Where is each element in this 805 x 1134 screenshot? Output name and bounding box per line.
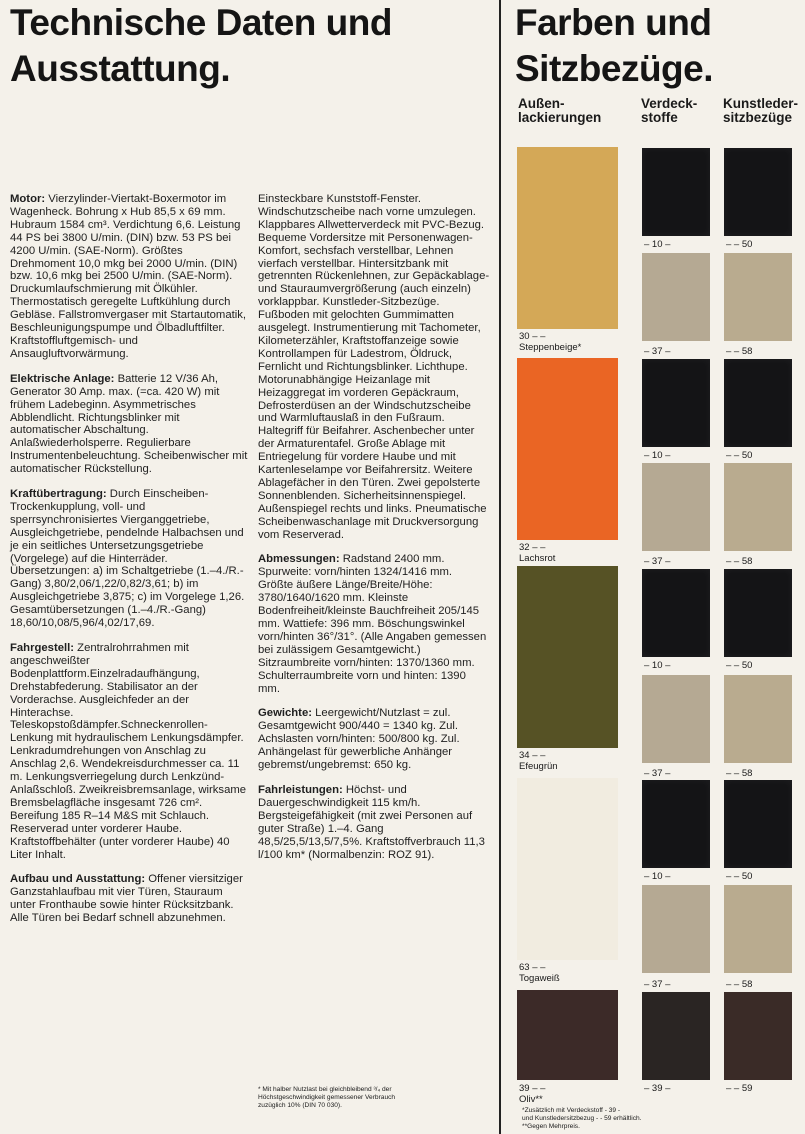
top-fabric-swatch <box>642 885 710 973</box>
top-fabric-swatch <box>642 463 710 551</box>
seat-cover-swatch <box>724 992 792 1080</box>
seat-cover-code: – – 58 <box>726 979 753 990</box>
paint-label: 30 – – Steppenbeige* <box>519 331 582 353</box>
paint-swatch <box>517 778 618 960</box>
top-fabric-code: – 37 – <box>644 556 671 567</box>
paint-swatch <box>517 358 618 540</box>
spec-transmission: Kraftübertragung: Durch Einscheiben-Trockenkupplung, voll- und sperrsynchronisiertes Vierganggetriebe, Ausgleichgetriebe, pendelnde Halbachsen und je ein seitliches Untersetzungsgetriebe (Vorgelege) auf die Hinterräder. Übersetzungen: a) im Schaltgetriebe (1.–4./R.-Gang) 3,80/2,06/1,22/0,82/3,61; b) im Ausgleichgetriebe 3,875; c) im Vorgelege 1,26. Gesamtübersetzungen (1.–4./R.-Gang) 18,60/10,08/5,96/4,02/17,69. <box>10 488 245 630</box>
spec-performance: Fahrleistungen: Höchst- und Dauergeschwindigkeit 115 km/h. Bergsteigefähigkeit (mit zwei Personen auf guter Straße) 1.–4. Gang 48,5/25,5/13,5/7,5%. Kraftstoffverbrauch 11,3 l/100 km* (Normalbenzin: ROZ 91). <box>258 783 485 861</box>
seat-cover-swatch <box>724 885 792 973</box>
seat-cover-swatch <box>724 148 792 236</box>
seat-cover-code: – – 50 <box>726 660 753 671</box>
seat-cover-code: – – 58 <box>726 346 753 357</box>
paint-swatch <box>517 566 618 748</box>
spec-electric: Elektrische Anlage: Batterie 12 V/36 Ah, Generator 30 Amp. max. (=ca. 420 W) mit frühem Ladebeginn. Asymmetrisches Abblendlicht. Richtungsblinker mit automatischer Abschaltung. Anlaßwiederholsperre. Regulierbare Instrumentenbeleuchtung. Scheibenwischer mit automatischer Rückstellung. <box>10 372 248 476</box>
seat-cover-swatch <box>724 675 792 763</box>
color-footnote: *Zusätzlich mit Verdeckstoff - 39 - und Kunstledersitzbezug - - 59 erhältlich. **Gegen Mehrpreis. <box>522 1107 642 1130</box>
paint-swatch <box>517 147 618 329</box>
top-fabric-code: – 10 – <box>644 239 671 250</box>
top-fabric-swatch <box>642 253 710 341</box>
spec-column-2 <box>258 193 490 873</box>
seat-cover-swatch <box>724 463 792 551</box>
top-fabric-code: – 37 – <box>644 979 671 990</box>
seat-cover-code: – – 58 <box>726 556 753 567</box>
spec-equipment: Einsteckbare Kunststoff-Fenster. Windschutzscheibe nach vorne umzulegen. Klappbares Allwetterverdeck mit PVC-Bezug. Bequeme Vordersitze mit Personenwagen-Komfort, sechsfach verstellbar, Lehnen vierfach verstellbar. Hintersitzbank mit getrennten Rückenlehnen, zur Gepäckablage- und Stauraumvergrößerung (auch einzeln) vorklappbar. Kunstleder-Sitzbezüge. Fußboden mit gelochten Gummimatten ausgelegt. Instrumentierung mit Tachometer, Kilometerzähler, Kraftstoffanzeige sowie Kontrollampen für Ladestrom, Öldruck, Fernlicht und Richtungsblinker. Lichthupe. Motorunabhängige Heizanlage mit Heizaggregat im vorderen Gepäckraum, Defrosterdüsen an der Windschutzscheibe und Warmluftauslaß in den Fußraum. Haltegriff für Beifahrer. Aschenbecher unter der Armaturentafel. Große Ablage mit Entriegelung für vordere Haube und mit Kartenleselampe vor Beifahrersitz. Weitere Ablagefächer in den Türen. Zwei gepolsterte Sonnenblenden. Sicherheitsinnenspiegel. Außenspiegel rechts und links. Pneumatische Scheibenwaschanlage mit Druckversorgung vom Reserverad. <box>258 193 490 541</box>
column-divider <box>499 0 501 1134</box>
top-fabric-swatch <box>642 992 710 1080</box>
paint-label: 39 – – Oliv** <box>519 1083 546 1105</box>
seat-cover-code: – – 58 <box>726 768 753 779</box>
top-fabric-code: – 10 – <box>644 450 671 461</box>
seat-cover-code: – – 59 <box>726 1083 753 1094</box>
paint-label: 32 – – Lachsrot <box>519 542 556 564</box>
header-paint: Außen- lackierungen <box>518 96 602 125</box>
paint-label: 34 – – Efeugrün <box>519 750 558 772</box>
consumption-footnote: * Mit halber Nutzlast bei gleichbleibend ³/₄ der Höchstgeschwindigkeit gemessener Verbrauch zuzüglich 10% (DIN 70 030). <box>258 1086 396 1109</box>
seat-cover-code: – – 50 <box>726 239 753 250</box>
top-fabric-code: – 39 – <box>644 1083 671 1094</box>
top-fabric-swatch <box>642 359 710 447</box>
seat-cover-code: – – 50 <box>726 450 753 461</box>
page-title-left: Technische Daten und Ausstattung. <box>10 2 392 89</box>
seat-cover-swatch <box>724 780 792 868</box>
top-fabric-swatch <box>642 569 710 657</box>
header-seat-cover: Kunstleder- sitzbezüge <box>723 96 799 125</box>
page-title-right: Farben und Sitzbezüge. <box>515 2 714 89</box>
seat-cover-swatch <box>724 569 792 657</box>
spec-column-1 <box>10 193 250 937</box>
top-fabric-swatch <box>642 780 710 868</box>
spec-dimensions: Abmessungen: Radstand 2400 mm. Spurweite: vorn/hinten 1324/1416 mm. Größte äußere Länge/Breite/Höhe: 3780/1640/1620 mm. Kleinste Bodenfreiheit/kleinste Bauchfreiheit 205/145 mm. Wattiefe: 396 mm. Böschungswinkel vorn/hinten 36°/31°. (Alle Angaben gemessen bei zulässigem Gesamtgewicht.) Sitzraumbreite vorn/hinten: 1370/1360 mm. Schulterraumbreite vorn und hinten: 1390 mm. <box>258 553 487 695</box>
spec-weights: Gewichte: Leergewicht/Nutzlast = zul. Gesamtgewicht 900/440 = 1340 kg. Zul. Achslasten vorn/hinten: 500/800 kg. Zul. Anhängelast für gewerbliche Anhänger gebremst/ungebremst: 650 kg. <box>258 707 460 772</box>
top-fabric-swatch <box>642 148 710 236</box>
seat-cover-swatch <box>724 359 792 447</box>
spec-motor: Motor: Vierzylinder-Viertakt-Boxermotor im Wagenheck. Bohrung x Hub 85,5 x 69 mm. Hubraum 1584 cm³. Verdichtung 6,6. Leistung 44 PS bei 3800 U/min. (DIN) bzw. 53 PS bei 4200 U/min. (SAE-Norm). Größtes Drehmoment 10,0 mkg bei 2000 U/min. (DIN) bzw. 10,6 mkg bei 2500 U/min. (SAE-Norm). Druckumlaufschmierung mit Ölkühler. Thermostatisch geregelte Luftkühlung durch Gebläse. Fallstromvergaser mit Startautomatik, Beschleunigungspumpe und Ölbadluftfilter. Kraftstoffluftgemisch- und Ansaugluftvorwärmung. <box>10 193 247 360</box>
seat-cover-swatch <box>724 253 792 341</box>
top-fabric-swatch <box>642 675 710 763</box>
spec-body: Aufbau und Ausstattung: Offener viersitziger Ganzstahlaufbau mit vier Türen, Stauraum unter Fronthaube sowie hinter Rücksitzbank. Alle Türen bei Bedarf schnell abzunehmen. <box>10 873 243 925</box>
header-top-fabric: Verdeck- stoffe <box>641 96 698 125</box>
top-fabric-code: – 10 – <box>644 871 671 882</box>
top-fabric-code: – 10 – <box>644 660 671 671</box>
spec-chassis: Fahrgestell: Zentralrohrrahmen mit angeschweißter Bodenplattform.Einzelradaufhängung, Drehstabfederung. Stabilisator an der Vorderachse. Ausgleichfeder an der Hinterachse. Teleskopstoßdämpfer.Schneckenrollen-Lenkung mit hydraulischem Lenkungsdämpfer. Lenkradumdrehungen von Anschlag zu Anschlag 2,6. Wendekreisdurchmesser ca. 11 m. Lenkungsverriegelung durch Lenkzünd-Anlaßschloß. Zweikreisbremsanlage, wirksame Bremsbelagfläche insgesamt 726 cm². Bereifung 185 R–14 M&S mit Schlauch. Reserverad unter vorderer Haube. Kraftstoffbehälter (unter vorderer Haube) 40 Liter Inhalt. <box>10 642 247 861</box>
paint-label: 63 – – Togaweiß <box>519 962 560 984</box>
seat-cover-code: – – 50 <box>726 871 753 882</box>
top-fabric-code: – 37 – <box>644 346 671 357</box>
paint-swatch <box>517 990 618 1080</box>
top-fabric-code: – 37 – <box>644 768 671 779</box>
